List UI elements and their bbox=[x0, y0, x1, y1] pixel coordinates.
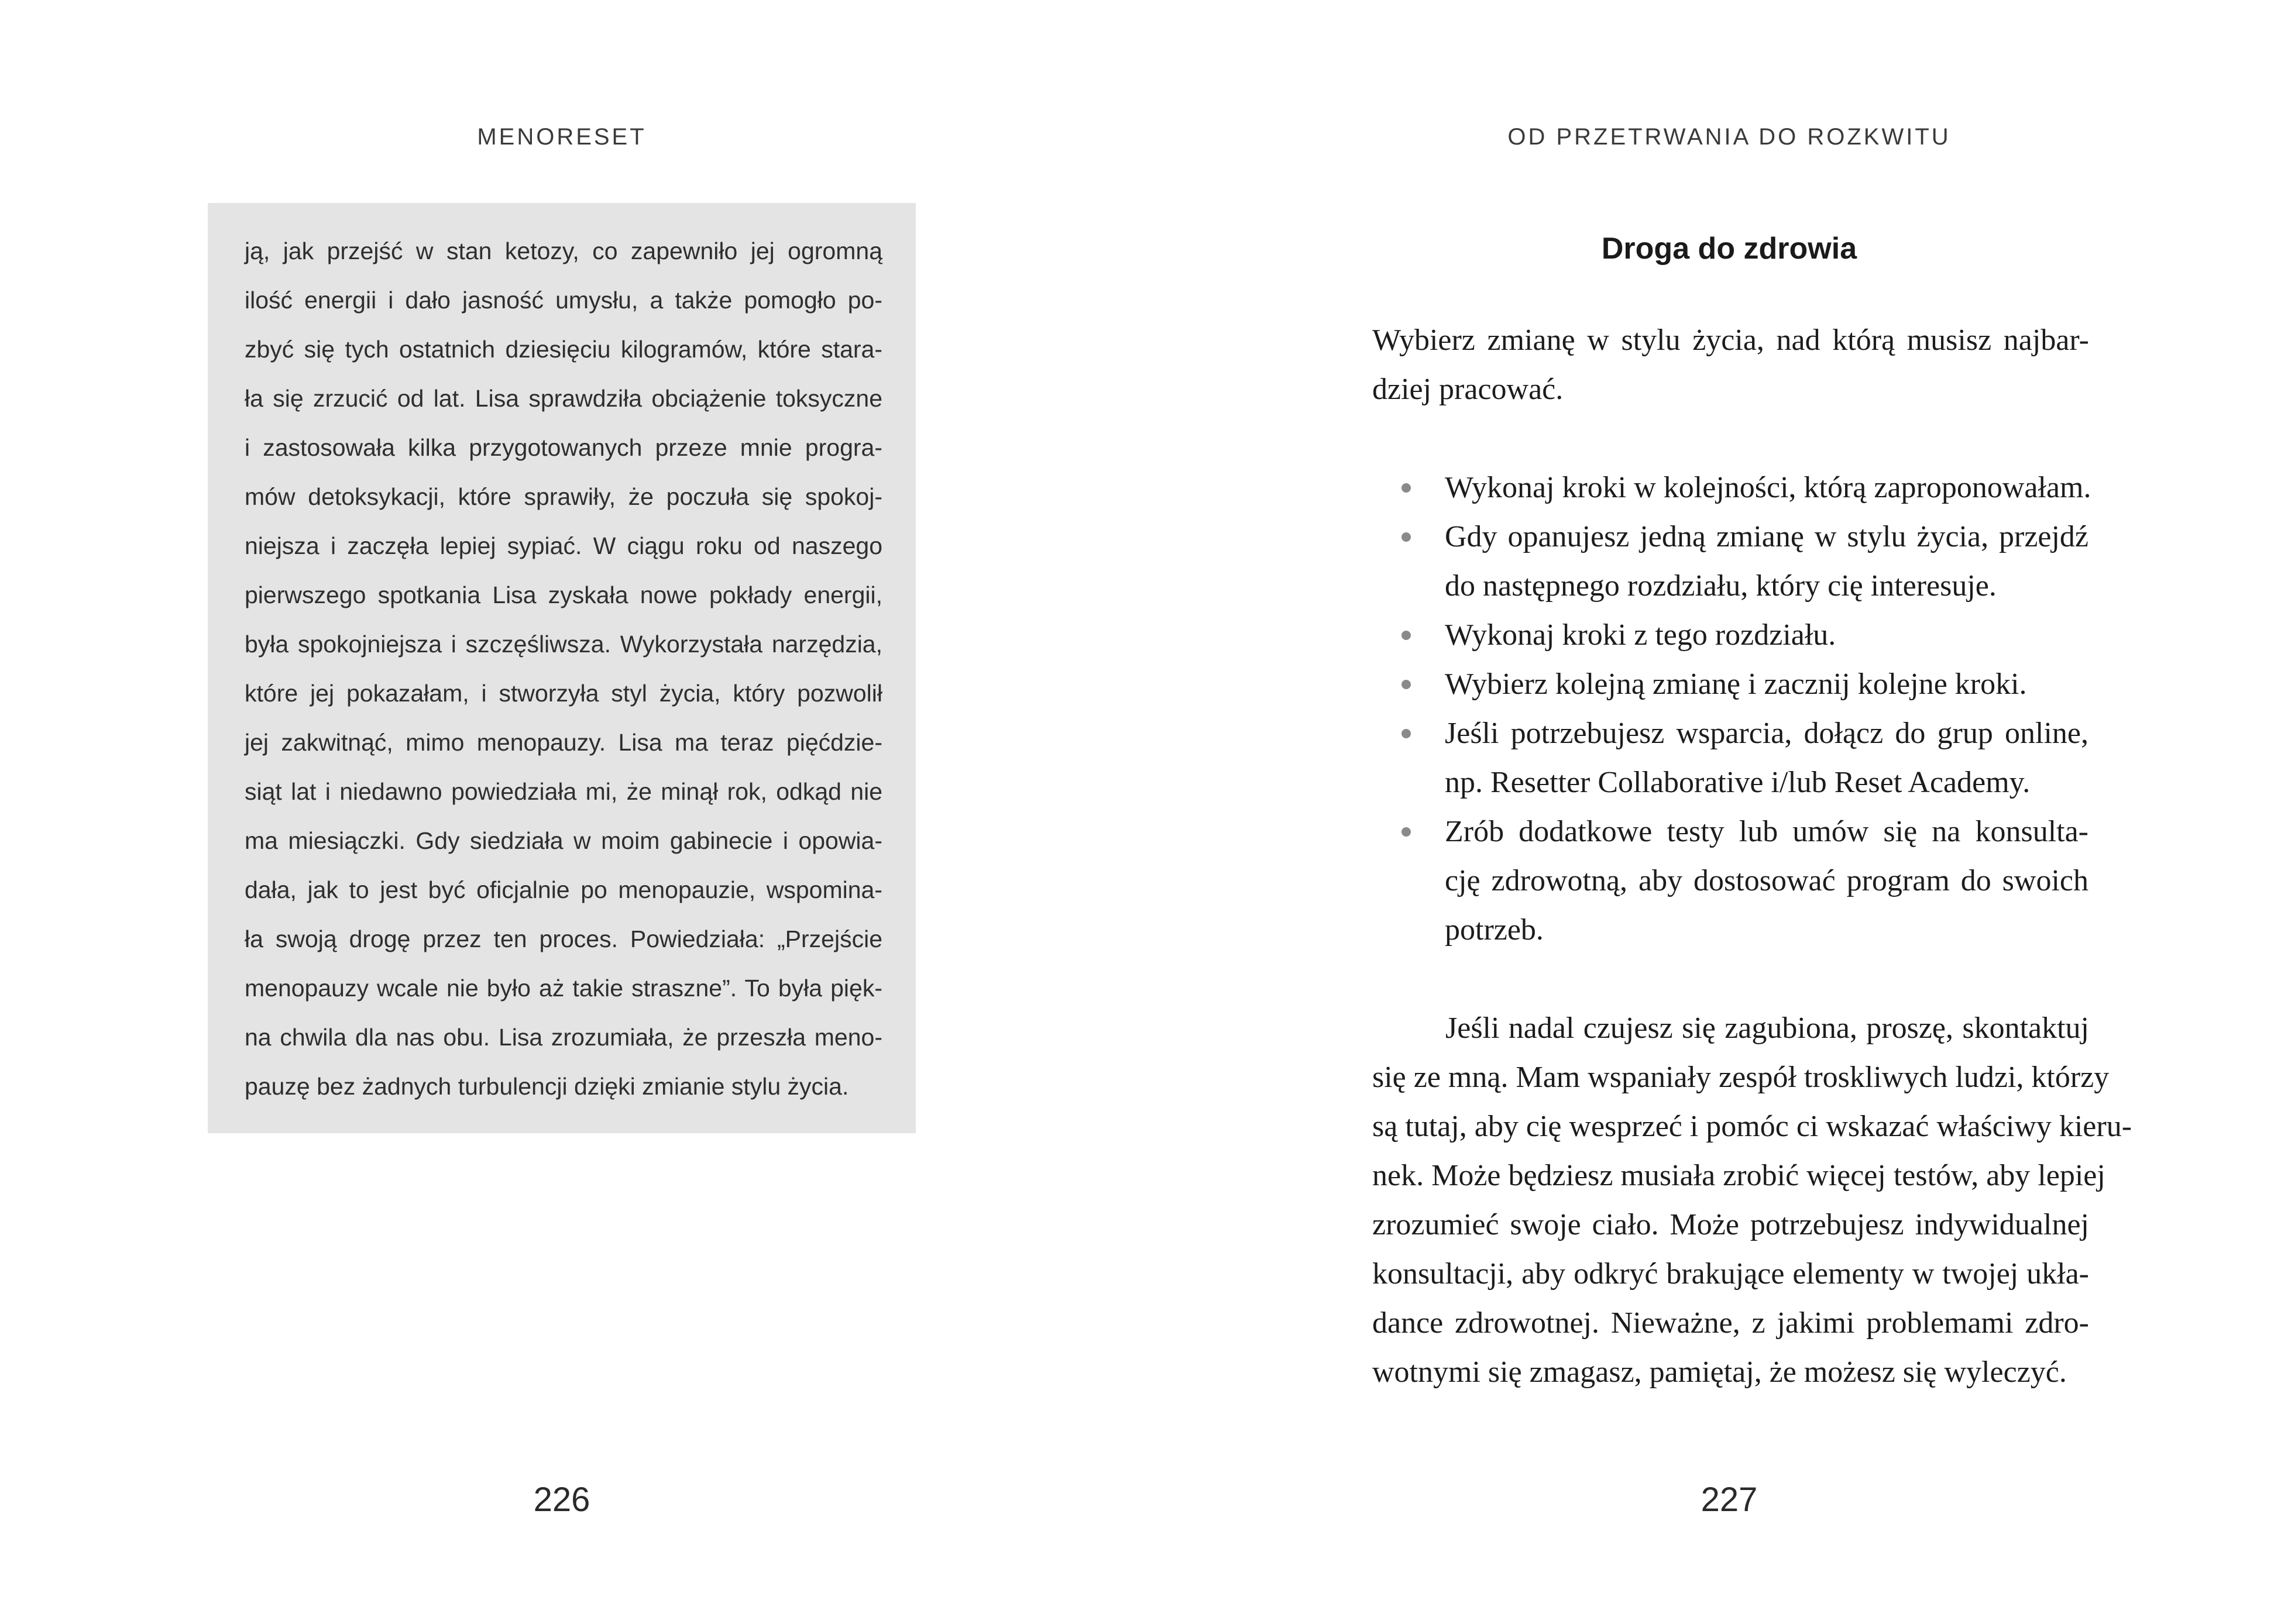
list-item bbox=[1372, 709, 2089, 807]
closing-paragraph bbox=[1372, 1004, 2132, 1397]
text-line: dała, jak to jest być oficjalnie po menopauzie, wspomina- bbox=[245, 876, 882, 903]
text-line: wotnymi się zmagasz, pamiętaj, że możesz się wyleczyć. bbox=[1372, 1355, 2067, 1389]
list-item bbox=[1372, 660, 2089, 709]
bullet-icon bbox=[1401, 483, 1411, 493]
text-line: Wybierz kolejną zmianę i zacznij kolejne kroki. bbox=[1445, 668, 2027, 701]
text-line: Wybierz zmianę w stylu życia, nad którą musisz najbar- bbox=[1372, 324, 2089, 357]
running-head-left: MENORESET bbox=[477, 124, 647, 150]
text-line: mów detoksykacji, które sprawiły, że poczuła się spokoj- bbox=[245, 483, 882, 510]
text-line: była spokojniejsza i szczęśliwsza. Wykorzystała narzędzia, bbox=[245, 631, 882, 658]
case-study-text bbox=[245, 226, 882, 1111]
text-line: pierwszego spotkania Lisa zyskała nowe pokłady energii, bbox=[245, 582, 882, 608]
steps-list bbox=[1372, 463, 2089, 955]
text-line: zrozumieć swoje ciało. Może potrzebujesz indywidualnej bbox=[1372, 1208, 2089, 1241]
text-line: dziej pracować. bbox=[1372, 373, 1564, 406]
text-line: potrzeb. bbox=[1445, 913, 1544, 947]
page-number-left: 226 bbox=[533, 1481, 590, 1519]
bullet-icon bbox=[1401, 729, 1411, 738]
list-item bbox=[1372, 611, 2089, 660]
text-line: cję zdrowotną, aby dostosować program do swoich bbox=[1445, 864, 2088, 897]
text-line: Zrób dodatkowe testy lub umów się na konsulta- bbox=[1445, 815, 2088, 848]
text-line: Wykonaj kroki w kolejności, którą zaproponowałam. bbox=[1445, 471, 2091, 504]
text-line: zbyć się tych ostatnich dziesięciu kilogramów, które stara- bbox=[245, 336, 882, 363]
text-line: pauzę bez żadnych turbulencji dzięki zmianie stylu życia. bbox=[245, 1073, 849, 1100]
list-item bbox=[1372, 807, 2089, 955]
running-head-right: OD PRZETRWANIA DO ROZKWITU bbox=[1507, 124, 1951, 150]
bullet-icon bbox=[1401, 532, 1411, 542]
list-item bbox=[1372, 463, 2089, 512]
text-line: niejsza i zaczęła lepiej sypiać. W ciągu roku od naszego bbox=[245, 532, 882, 559]
page-number-right: 227 bbox=[1701, 1481, 1758, 1519]
section-heading: Droga do zdrowia bbox=[1601, 232, 1857, 266]
bullet-icon bbox=[1401, 680, 1411, 689]
text-line: menopauzy wcale nie było aż takie straszne”. To była pięk- bbox=[245, 975, 882, 1002]
text-line: na chwila dla nas obu. Lisa zrozumiała, że przeszła meno- bbox=[245, 1024, 882, 1051]
text-line: które jej pokazałam, i stworzyła styl życia, który pozwolił bbox=[245, 680, 882, 707]
text-line: się ze mną. Mam wspaniały zespół troskliwych ludzi, którzy bbox=[1372, 1061, 2110, 1094]
text-line: ją, jak przejść w stan ketozy, co zapewniło jej ogromną bbox=[245, 238, 882, 264]
text-line: konsultacji, aby odkryć brakujące elementy w twojej ukła- bbox=[1372, 1257, 2089, 1291]
text-line: dance zdrowotnej. Nieważne, z jakimi problemami zdro- bbox=[1372, 1306, 2089, 1340]
text-line: Jeśli nadal czujesz się zagubiona, proszę, skontaktuj bbox=[1445, 1011, 2089, 1045]
text-line: i zastosowała kilka przygotowanych przeze mnie progra- bbox=[245, 434, 882, 461]
text-line: ilość energii i dało jasność umysłu, a także pomogło po- bbox=[245, 287, 882, 314]
text-line: są tutaj, aby cię wesprzeć i pomóc ci wskazać właściwy kieru- bbox=[1372, 1110, 2132, 1143]
text-line: ła się zrzucić od lat. Lisa sprawdziła obciążenie toksyczne bbox=[245, 385, 882, 412]
text-line: ła swoją drogę przez ten proces. Powiedziała: „Przejście bbox=[245, 925, 882, 952]
text-line: Jeśli potrzebujesz wsparcia, dołącz do grup online, bbox=[1445, 717, 2088, 750]
text-line: siąt lat i niedawno powiedziała mi, że minął rok, odkąd nie bbox=[245, 778, 882, 805]
intro-paragraph bbox=[1372, 316, 2089, 414]
text-line: do następnego rozdziału, który cię interesuje. bbox=[1445, 569, 1997, 603]
text-line: Gdy opanujesz jedną zmianę w stylu życia, przejdź bbox=[1445, 520, 2088, 553]
text-line: nek. Może będziesz musiała zrobić więcej testów, aby lepiej bbox=[1372, 1159, 2105, 1192]
list-item bbox=[1372, 512, 2089, 611]
bullet-icon bbox=[1401, 827, 1411, 837]
text-line: np. Resetter Collaborative i/lub Reset Academy. bbox=[1445, 766, 2031, 799]
text-line: Wykonaj kroki z tego rozdziału. bbox=[1445, 618, 1836, 652]
case-study-box bbox=[208, 203, 916, 1133]
bullet-icon bbox=[1401, 631, 1411, 640]
text-line: jej zakwitnąć, mimo menopauzy. Lisa ma teraz pięćdzie- bbox=[245, 729, 882, 756]
text-line: ma miesiączki. Gdy siedziała w moim gabinecie i opowia- bbox=[245, 827, 882, 854]
